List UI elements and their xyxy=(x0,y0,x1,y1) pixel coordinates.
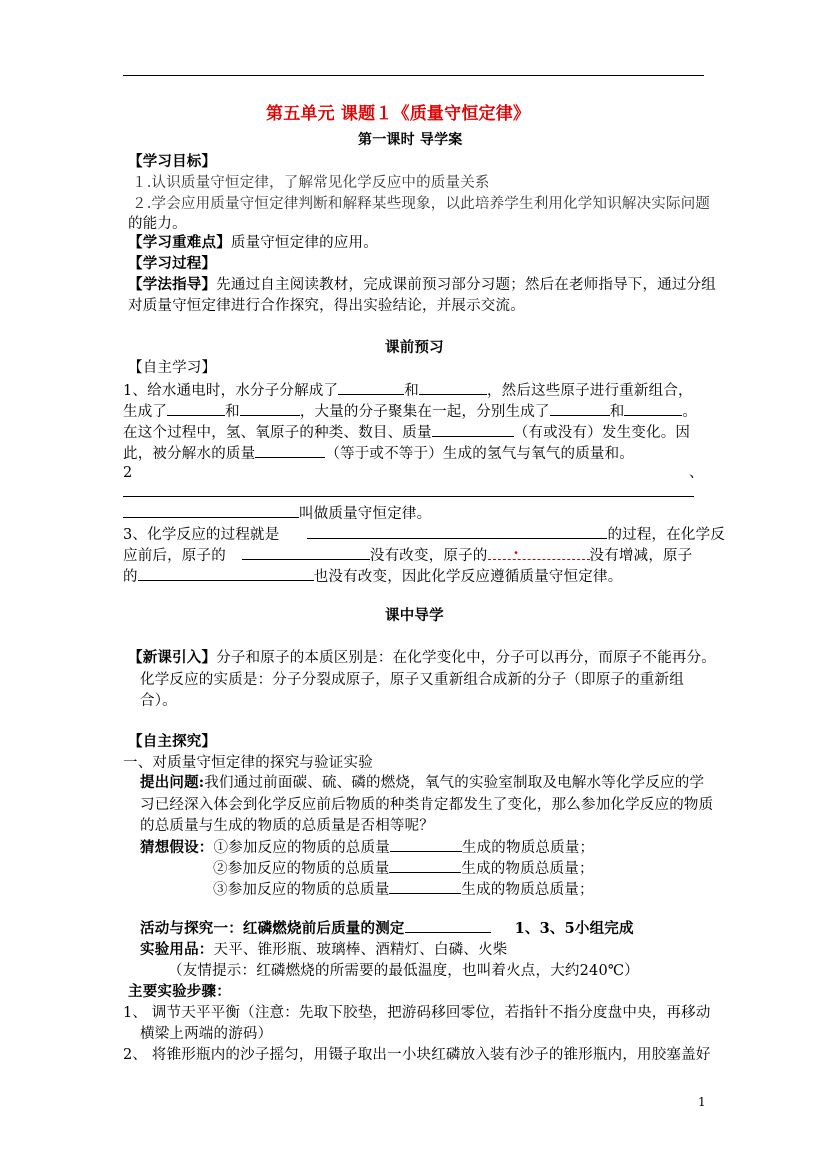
method-heading: 【学法指导】 xyxy=(128,276,217,293)
q1-text: ，然后这些原子进行重新组合， xyxy=(486,383,693,399)
preview-heading: 课前预习 xyxy=(385,339,444,356)
answer-blank[interactable] xyxy=(255,442,325,458)
q1-text: （等于或不等于）生成的氢气与氧气的质量和。 xyxy=(325,446,635,462)
q3-text: 应前后，原子的 xyxy=(123,548,226,564)
intro-text-b: 化学反应的实质是：分子分裂成原子，原子又重新组合成新的分子（即原子的重新组 xyxy=(140,672,684,688)
answer-blank[interactable] xyxy=(419,379,487,395)
answer-blank[interactable] xyxy=(389,878,461,894)
materials-line xyxy=(140,940,508,960)
q3-line-b xyxy=(123,541,693,566)
q2-mark: 、 xyxy=(689,465,704,481)
q3-text: 也没有改变，因此化学反应遵循质量守恒定律。 xyxy=(313,569,623,585)
question-text-a: 我们通过前面碳、硫、磷的燃烧，氧气的实验室制取及电解水等化学反应的学 xyxy=(204,775,705,791)
step-2: 2、 将锥形瓶内的沙子摇匀，用镊子取出一小块红磷放入装有沙子的锥形瓶内，用胶塞盖好 xyxy=(123,1047,711,1063)
q1-text: （有或没有）发生变化。因 xyxy=(513,425,691,441)
answer-blank[interactable] xyxy=(138,565,314,581)
hypothesis-tail: 生成的物质总质量； xyxy=(461,840,595,856)
hypothesis-tail: 生成的物质总质量； xyxy=(461,861,594,877)
answer-blank[interactable] xyxy=(123,502,299,518)
objective-1: １.认识质量守恒定律，了解常见化学反应中的质量关系 xyxy=(132,175,490,191)
hypothesis-label: 猜想假设： xyxy=(140,839,214,856)
q3-text: 3、化学反应的过程就是 xyxy=(123,527,280,543)
q1-text: 。 xyxy=(682,404,698,420)
method-line-a xyxy=(128,275,716,295)
answer-blank[interactable] xyxy=(624,400,682,416)
hypothesis-text: ②参加反应的物质的总质量 xyxy=(213,861,390,877)
intro-text-a: 分子和原子的本质区别是：在化学变化中，分子可以再分，而原子不能再分。 xyxy=(216,650,716,666)
hypothesis-text: ③参加反应的物质的总质量 xyxy=(213,882,390,898)
question-text-c: 的总质量与生成的物质的总质量是否相等呢？ xyxy=(140,818,434,834)
q1-line-a xyxy=(123,379,693,401)
focus-heading: 【学习重难点】 xyxy=(128,234,231,251)
intro-text-c: 合）。 xyxy=(140,693,177,709)
intro-line-a xyxy=(128,648,716,668)
q3-line-a xyxy=(123,523,725,545)
step-1-a: 1、 调节天平平衡（注意：先取下胶垫，把游码移回零位，若指针不指分度盘中央，再移动 xyxy=(123,1005,711,1021)
objectives-heading: 【学习目标】 xyxy=(128,153,217,170)
answer-blank[interactable] xyxy=(167,400,225,416)
question-text-b: 习已经深入体会到化学反应前后物质的种类肯定都发生了变化，那么参加化学反应的物质 xyxy=(140,797,714,813)
question-line-a xyxy=(140,773,704,793)
activity-1-groups: 1、3、5小组完成 xyxy=(514,920,634,937)
hypothesis-1 xyxy=(140,836,594,858)
objective-2b: 的能力。 xyxy=(128,216,187,232)
materials-label: 实验用品： xyxy=(140,941,214,958)
q3-text: 的过程，在化学反 xyxy=(607,527,726,543)
q1-line-b xyxy=(123,400,697,422)
explore-heading: 【自主探究】 xyxy=(128,733,217,750)
q1-text: 和 xyxy=(609,404,625,420)
method-text-a: 先通过自主阅读教材，完成课前预习部分习题；然后在老师指导下，通过分组 xyxy=(216,277,716,293)
answer-blank[interactable] xyxy=(390,836,462,852)
answer-blank[interactable] xyxy=(389,857,461,873)
header-rule xyxy=(123,75,704,76)
focus-line xyxy=(128,233,378,253)
q3-text: 的 xyxy=(123,569,138,585)
steps-heading: 主要实验步骤： xyxy=(128,983,231,1000)
page-subtitle: 第一课时 导学案 xyxy=(358,132,463,148)
q3-line-c xyxy=(123,565,622,587)
answer-blank[interactable] xyxy=(432,421,514,437)
page-number: 1 xyxy=(698,1095,706,1109)
q2-text: 叫做质量守恒定律。 xyxy=(299,506,432,522)
hypothesis-3 xyxy=(213,878,594,900)
self-study-heading: 【自主学习】 xyxy=(128,360,217,376)
lesson-heading: 课中导学 xyxy=(385,607,444,624)
answer-blank[interactable] xyxy=(550,400,610,416)
q1-text: 和 xyxy=(225,404,240,420)
hypothesis-text: ①参加反应的物质的总质量 xyxy=(213,840,390,856)
materials-text: 天平、锥形瓶、玻璃棒、酒精灯、白磷、火柴 xyxy=(213,942,508,958)
activity-rule xyxy=(405,922,491,933)
q1-line-d xyxy=(123,442,634,464)
q2-number: 2 xyxy=(123,465,133,481)
answer-blank[interactable] xyxy=(240,400,300,416)
q1-line-c xyxy=(123,421,690,443)
q2-line-b xyxy=(123,502,431,524)
intro-heading: 【新课引入】 xyxy=(128,649,217,666)
q1-text: ，大量的分子聚集在一起，分别生成了 xyxy=(299,404,550,420)
answer-blank[interactable] xyxy=(307,523,607,539)
page-title: 第五单元 课题１《质量守恒定律》 xyxy=(266,104,531,124)
hypothesis-tail: 生成的物质总质量； xyxy=(461,882,594,898)
answer-blank[interactable] xyxy=(338,379,404,395)
temperature-tip: （友情提示：红磷燃烧的所需要的最低温度，也叫着火点，大约240℃） xyxy=(168,963,639,979)
hypothesis-2 xyxy=(213,857,594,879)
activity-1-title: 活动与探究一：红磷燃烧前后质量的测定 xyxy=(140,920,405,937)
q3-text: 没有增减，原子 xyxy=(589,548,693,564)
section-1-title: 一、对质量守恒定律的探究与验证实验 xyxy=(123,755,373,771)
focus-text: 质量守恒定律的应用。 xyxy=(230,235,378,251)
q1-text: 和 xyxy=(404,383,419,399)
objective-2a: ２.学会应用质量守恒定律判断和解释某些现象，以此培养学生利用化学知识解决实际问题 xyxy=(132,196,711,212)
answer-blank[interactable] xyxy=(242,544,370,560)
answer-blank[interactable] xyxy=(488,541,590,560)
q3-text: 没有改变，原子的 xyxy=(369,548,488,564)
step-1-b: 横梁上两端的游码） xyxy=(140,1026,273,1042)
red-mark: . xyxy=(513,541,519,558)
answer-blank[interactable] xyxy=(123,482,694,497)
method-text-b: 对质量守恒定律进行合作探究，得出实验结论，并展示交流。 xyxy=(128,298,525,314)
process-heading: 【学习过程】 xyxy=(128,255,217,272)
q1-text: 1、给水通电时，水分子分解成了 xyxy=(123,383,339,399)
q1-text: 此，被分解水的质量 xyxy=(123,446,256,462)
q1-text: 在这个过程中，氢、氧原子的种类、数目、质量 xyxy=(123,425,432,441)
question-label: 提出问题: xyxy=(140,774,205,791)
q1-text: 生成了 xyxy=(123,404,168,420)
activity-1-line xyxy=(140,919,634,939)
